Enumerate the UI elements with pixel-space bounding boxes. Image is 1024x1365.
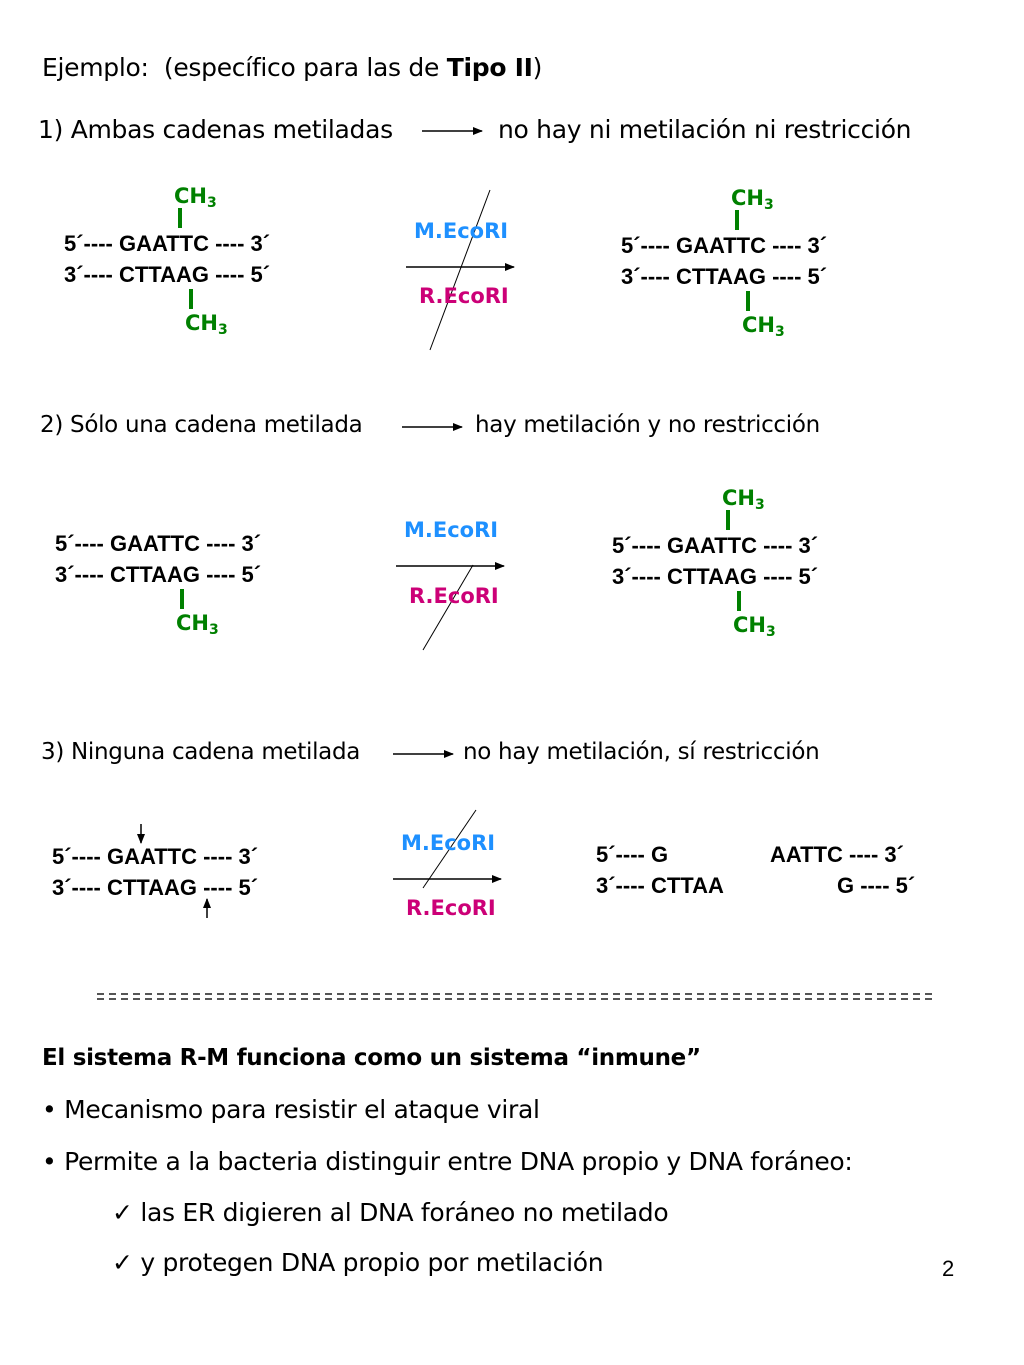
methyl-bond (737, 591, 741, 611)
r-ecori-label: R.EcoRI (409, 584, 499, 608)
page-number: 2 (942, 1256, 955, 1281)
case3-condition: 3) Ninguna cadena metilada (41, 739, 361, 765)
cut-fragment-bottom-left: 3´---- CTTAA (596, 873, 724, 898)
m-ecori-label: M.EcoRI (401, 831, 496, 855)
methyl-label: $CH_3$ (733, 613, 776, 640)
bullet-item: • Permite a la bacteria distinguir entre DNA propio y DNA foráneo: (42, 1147, 853, 1176)
dna-top-strand: 5´---- GAATTC ---- 3´ (64, 231, 271, 256)
dna-bottom-strand: 3´---- CTTAAG ---- 5´ (612, 564, 819, 589)
title-bold: Tipo II (446, 53, 533, 82)
m-ecori-label: M.EcoRI (414, 219, 509, 243)
check-item: ✓ y protegen DNA propio por metilación (112, 1248, 604, 1277)
r-ecori-label: R.EcoRI (406, 896, 496, 920)
dna-top-strand: 5´---- GAATTC ---- 3´ (621, 233, 828, 258)
methyl-label: $CH_3$ (722, 486, 765, 513)
bullet-item: • Mecanismo para resistir el ataque viral (42, 1095, 540, 1124)
methyl-label: $CH_3$ (174, 184, 217, 211)
cut-fragment-top-left: 5´---- G (596, 842, 669, 867)
title-suffix: ) (532, 53, 543, 82)
methyl-label: $CH_3$ (742, 313, 785, 340)
dna-bottom-strand: 3´---- CTTAAG ---- 5´ (55, 562, 262, 587)
methyl-bond (746, 291, 750, 311)
r-ecori-label: R.EcoRI (419, 284, 509, 308)
cut-fragment-top-right: AATTC ---- 3´ (770, 842, 904, 867)
dna-top-strand: 5´---- GAATTC ---- 3´ (52, 844, 259, 869)
methyl-bond (180, 589, 184, 609)
dna-top-strand: 5´---- GAATTC ---- 3´ (55, 531, 262, 556)
separator (97, 998, 932, 1000)
slash-m-case1 (430, 190, 490, 350)
separator (97, 993, 932, 995)
cut-fragment-bottom-right: G ---- 5´ (837, 873, 916, 898)
methyl-label: $CH_3$ (185, 311, 228, 338)
case2-result: hay metilación y no restricción (475, 412, 820, 438)
m-ecori-label: M.EcoRI (404, 518, 499, 542)
methyl-bond (178, 208, 182, 228)
case1-result: no hay ni metilación ni restricción (498, 115, 912, 144)
methyl-bond (735, 210, 739, 230)
methyl-label: $CH_3$ (176, 611, 219, 638)
check-icon: ✓ (112, 1198, 133, 1227)
dna-bottom-strand: 3´---- CTTAAG ---- 5´ (64, 262, 271, 287)
case1-condition: 1) Ambas cadenas metiladas (38, 115, 393, 144)
title-prefix: Ejemplo: (específico para las de (42, 53, 447, 82)
case3-result: no hay metilación, sí restricción (463, 739, 820, 765)
dna-bottom-strand: 3´---- CTTAAG ---- 5´ (52, 875, 259, 900)
check-icon: ✓ (112, 1248, 133, 1277)
methyl-bond (726, 510, 730, 530)
case2-condition: 2) Sólo una cadena metilada (40, 412, 363, 438)
dna-top-strand: 5´---- GAATTC ---- 3´ (612, 533, 819, 558)
check-item: ✓ las ER digieren al DNA foráneo no metilado (112, 1198, 669, 1227)
dna-bottom-strand: 3´---- CTTAAG ---- 5´ (621, 264, 828, 289)
methyl-label: $CH_3$ (731, 186, 774, 213)
summary-title: El sistema R-M funciona como un sistema “inmune” (42, 1045, 701, 1071)
methyl-bond (189, 289, 193, 309)
